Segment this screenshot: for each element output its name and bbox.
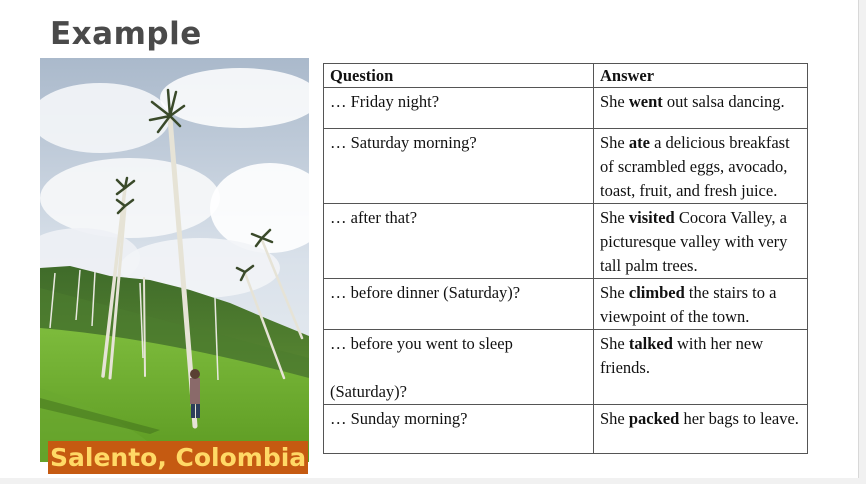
- answer-cell: [594, 88, 808, 129]
- answer-cell: [594, 330, 808, 405]
- answer-subject: She: [600, 409, 629, 428]
- answer-verb: ate: [628, 133, 650, 152]
- answer-rest: out salsa dancing.: [662, 92, 785, 111]
- answer-cell: [594, 405, 808, 454]
- question-cell: [324, 204, 594, 279]
- question-text: … Sunday morning?: [330, 409, 468, 428]
- answer-verb: packed: [628, 409, 680, 428]
- background-margin-right: [859, 0, 866, 484]
- question-cell: [324, 330, 594, 405]
- answer-subject: She: [600, 208, 629, 227]
- answer-rest: with her new friends.: [600, 334, 764, 377]
- question-cell: [324, 279, 594, 330]
- answer-rest: her bags to leave.: [679, 409, 799, 428]
- question-cell: [324, 129, 594, 204]
- question-text: … before you went to sleep: [330, 334, 513, 353]
- question-answer-table: [323, 63, 808, 454]
- question-text-continued: (Saturday)?: [330, 382, 407, 401]
- answer-subject: She: [600, 92, 629, 111]
- header-answer: Answer: [594, 64, 808, 88]
- photo-caption: Salento, Colombia: [50, 443, 307, 472]
- answer-subject: She: [600, 334, 629, 353]
- answer-subject: She: [600, 283, 629, 302]
- answer-cell: [594, 129, 808, 204]
- question-cell: [324, 405, 594, 454]
- table-row: [324, 88, 808, 129]
- table-row: [324, 204, 808, 279]
- cocora-valley-photo: [40, 58, 309, 462]
- answer-rest: a delicious breakfast of scrambled eggs, avocado, toast, fruit, and fresh juice.: [600, 133, 790, 200]
- table-row: [324, 279, 808, 330]
- question-text: … Saturday morning?: [330, 133, 477, 152]
- question-text: … after that?: [330, 208, 418, 227]
- question-text: … before dinner (Saturday)?: [330, 283, 521, 302]
- header-question: Question: [324, 64, 594, 88]
- table-header-row: [324, 64, 808, 88]
- table-row: [324, 405, 808, 454]
- question-text: … Friday night?: [330, 92, 440, 111]
- answer-rest: Cocora Valley, a picturesque valley with very tall palm trees.: [600, 208, 788, 275]
- slide-title: Example: [50, 16, 202, 52]
- answer-cell: [594, 279, 808, 330]
- answer-cell: [594, 204, 808, 279]
- question-cell: [324, 88, 594, 129]
- answer-verb: climbed: [628, 283, 685, 302]
- background-margin: [0, 478, 866, 484]
- answer-verb: talked: [628, 334, 673, 353]
- answer-verb: visited: [628, 208, 675, 227]
- answer-subject: She: [600, 133, 629, 152]
- table-row: [324, 129, 808, 204]
- answer-rest: the stairs to a viewpoint of the town.: [600, 283, 777, 326]
- table-row: [324, 330, 808, 405]
- answer-verb: went: [628, 92, 663, 111]
